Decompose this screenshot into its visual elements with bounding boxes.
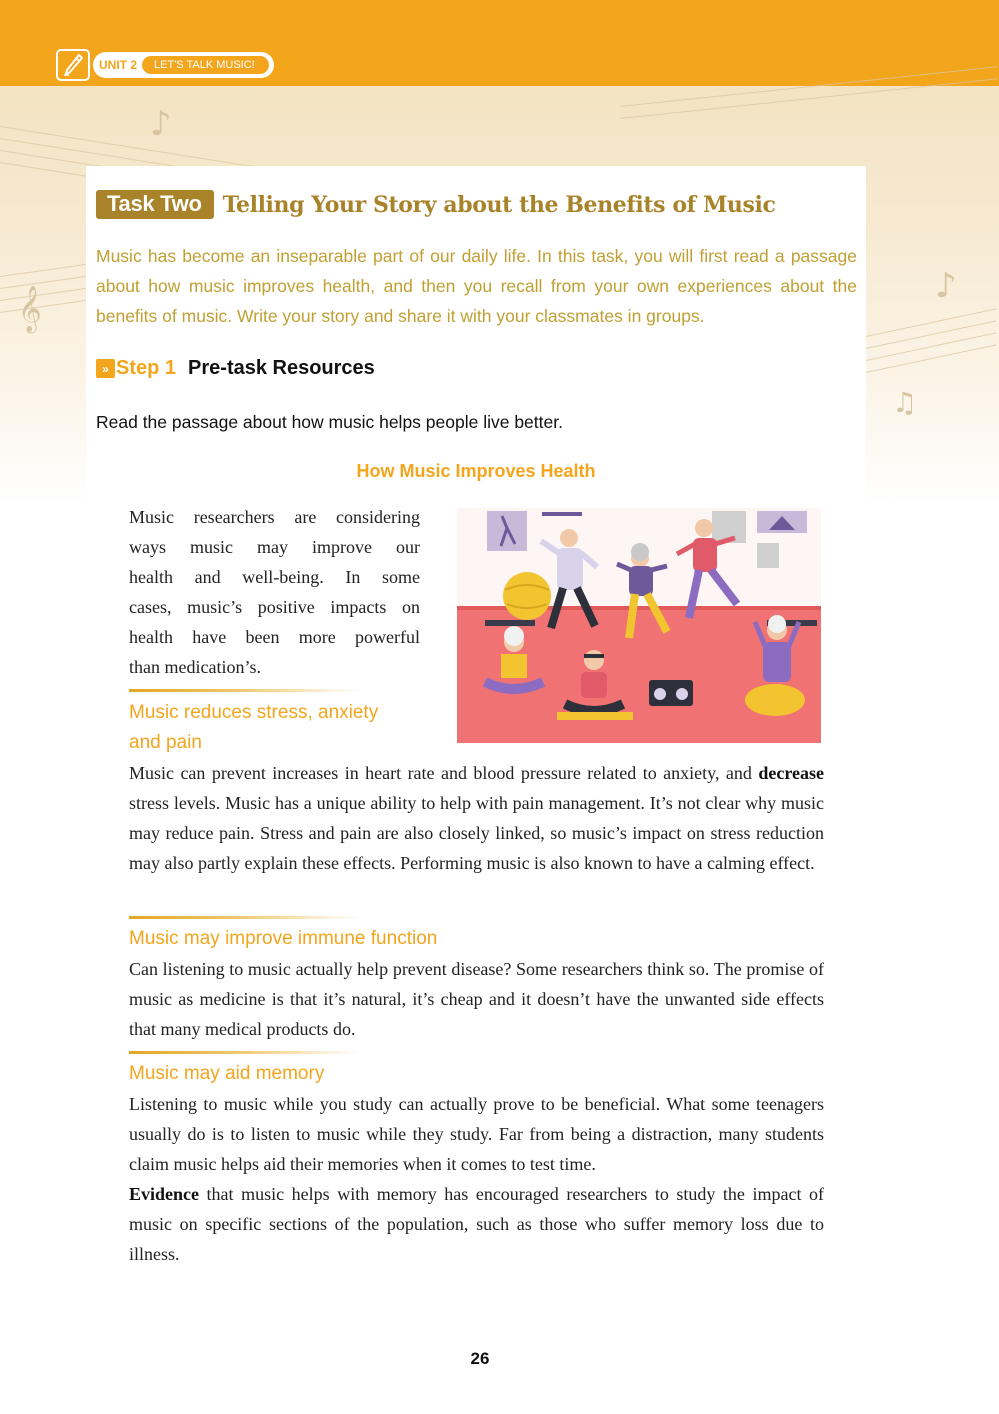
double-chevron-icon: » [96, 359, 115, 378]
task-intro: Music has become an inseparable part of our daily life. In this task, you will first read a passage about how music improves health, and then you recall from your own experiences about the benefits of music. Write your story and share it with your classmates in groups. [96, 246, 857, 326]
music-note-icon: 𝄞 [18, 286, 42, 332]
unit-badge [56, 49, 274, 81]
music-note-icon: ♪ [150, 104, 172, 144]
section-body-stress: Music can prevent increases in heart rate and blood pressure related to anxiety, and decrease stress levels. Music has a unique ability to help with pain management. It’s not clear why music may reduce pain. Stress and pain are also closely linked, so music’s impact on stress reduction may also partly explain these effects. Performing music is also known to have a calming effect. [129, 763, 824, 873]
section-body-immune: Can listening to music actually help prevent disease? Some researchers think so. The promise of music as medicine is that it’s natural, it’s cheap and it doesn’t have the unwanted side effects that many medical products do. [129, 959, 824, 1039]
section-heading-memory: Music may aid memory [129, 1063, 325, 1084]
task-heading [96, 190, 775, 219]
task-label: Task Two [96, 190, 214, 219]
vocab-word-evidence: Evidence [129, 1184, 199, 1204]
section-divider [129, 916, 359, 919]
section-body-memory [129, 1089, 824, 1269]
memory-paragraph-1: Listening to music while you study can actually prove to be beneficial. What some teenagers usually do is to listen to music while they study. Far from being a distraction, many students claim music helps aid their memories when it comes to test time. [129, 1094, 824, 1174]
section-heading-immune: Music may improve immune function [129, 928, 438, 949]
section-heading-line: Music reduces stress, anxiety [129, 702, 379, 723]
intro-line: cases, music’s positive impacts on [129, 597, 420, 617]
intro-line: health and well-being. In some [129, 567, 420, 587]
page-number: 26 [470, 1349, 490, 1368]
intro-line: than medication’s. [129, 657, 261, 677]
section-heading-line: and pain [129, 732, 202, 753]
intro-line: health have been more powerful [129, 627, 420, 647]
step-instruction: Read the passage about how music helps people live better. [96, 412, 563, 432]
step-heading [96, 357, 375, 380]
seniors-exercising-illustration [457, 508, 821, 743]
section-divider [129, 689, 359, 692]
passage-intro [129, 502, 420, 682]
unit-title: LET'S TALK MUSIC! [142, 56, 269, 74]
music-note-icon: ♪ [935, 266, 957, 306]
music-note-icon: ♫ [892, 386, 918, 419]
memory-paragraph-2: Evidence that music helps with memory has encouraged researchers to study the impact of music on specific sections of the population, such as those who suffer memory loss due to illness. [129, 1184, 824, 1264]
section-divider [129, 1051, 359, 1054]
section-heading-stress [129, 698, 378, 758]
task-title: Telling Your Story about the Benefits of Music [222, 191, 776, 218]
pen-icon [56, 49, 90, 81]
passage-title: How Music Improves Health [356, 461, 596, 481]
vocab-word-decrease: decrease [758, 763, 824, 783]
intro-line: ways music may improve our [129, 537, 420, 557]
unit-label: UNIT 2 [99, 58, 138, 72]
unit-pill [93, 52, 274, 78]
step-number: Step 1 [116, 357, 177, 379]
intro-line: Music researchers are considering [129, 507, 420, 527]
step-title: Pre-task Resources [188, 357, 375, 379]
